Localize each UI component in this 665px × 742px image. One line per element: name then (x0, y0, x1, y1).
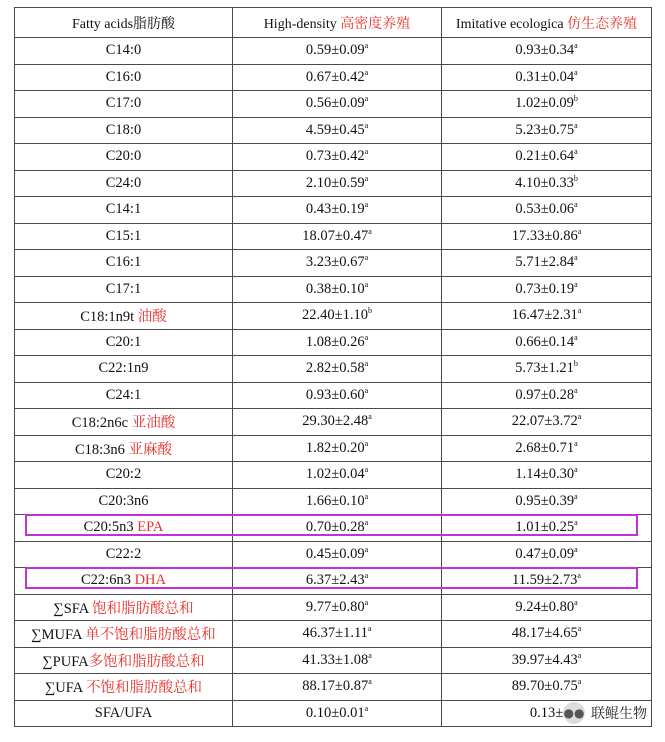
table-row (15, 621, 652, 648)
high-density-significance: b (367, 306, 372, 316)
fatty-acid-name: C20:5n3 (83, 519, 138, 536)
table-row (15, 409, 652, 436)
fatty-acid-name-cell (15, 594, 233, 621)
high-density-value: 1.66±0.10 (305, 492, 365, 509)
imitative-cell (442, 64, 652, 91)
watermark (563, 702, 647, 724)
fatty-acid-cn-name: 亚麻酸 (128, 441, 173, 458)
fatty-acid-name: C20:1 (105, 333, 142, 350)
high-density-value: 1.02±0.04 (305, 466, 365, 483)
high-density-value: 3.23±0.67 (305, 254, 365, 271)
table-row (15, 568, 652, 595)
fatty-acid-name-cell (15, 409, 233, 436)
imitative-cell (442, 144, 652, 171)
imitative-value: 1.01±0.25 (515, 519, 575, 536)
imitative-cell (442, 568, 652, 595)
high-density-cell (233, 409, 442, 436)
high-density-significance: a (364, 465, 369, 475)
table-row (15, 223, 652, 250)
high-density-value: 0.67±0.42 (305, 68, 365, 85)
table-body (15, 8, 652, 727)
high-density-cell (233, 541, 442, 568)
imitative-cell (442, 594, 652, 621)
high-density-value: 46.37±1.11 (302, 625, 368, 642)
fatty-acid-name: C22:2 (105, 545, 142, 562)
fatty-acid-name: ∑PUFA (42, 653, 89, 670)
imitative-cell (442, 117, 652, 144)
imitative-significance: a (577, 412, 582, 422)
imitative-significance: a (577, 226, 582, 236)
fatty-acid-name-cell (15, 170, 233, 197)
imitative-value: 17.33±0.86 (511, 227, 578, 244)
fatty-acid-name-cell (15, 382, 233, 409)
table-row (15, 303, 652, 330)
high-density-significance: a (364, 253, 369, 263)
high-density-value: 0.73±0.42 (305, 148, 365, 165)
fatty-acid-name-cell (15, 91, 233, 118)
imitative-cell (442, 197, 652, 224)
high-density-significance: a (367, 624, 372, 634)
imitative-value: 5.71±2.84 (515, 254, 575, 271)
high-density-value: 0.38±0.10 (305, 280, 365, 297)
table-row (15, 647, 652, 674)
high-density-value: 2.82±0.58 (305, 360, 365, 377)
imitative-cell (442, 382, 652, 409)
high-density-significance: a (364, 544, 369, 554)
fatty-acid-name-cell (15, 647, 233, 674)
imitative-cell (442, 462, 652, 489)
fatty-acid-name: C20:0 (105, 148, 142, 165)
fatty-acid-name-cell (15, 568, 233, 595)
table-row (15, 462, 652, 489)
table-row (15, 276, 652, 303)
imitative-significance: a (574, 41, 578, 51)
imitative-value: 0.73±0.19 (515, 280, 575, 297)
table-row (15, 488, 652, 515)
fatty-acid-name: C14:0 (105, 42, 142, 59)
imitative-significance: a (577, 571, 581, 581)
high-density-significance: a (368, 226, 372, 236)
fatty-acid-name: ∑MUFA (31, 627, 86, 644)
imitative-cell (442, 435, 652, 462)
fatty-acid-name: C16:0 (105, 68, 142, 85)
imitative-cell (442, 356, 652, 383)
imitative-significance: a (574, 597, 578, 607)
table-row (15, 674, 652, 701)
high-density-significance: a (364, 438, 369, 448)
high-density-significance: a (364, 147, 369, 157)
fatty-acid-name-cell (15, 462, 233, 489)
imitative-cell (442, 91, 652, 118)
high-density-cell (233, 64, 442, 91)
high-density-significance: a (364, 332, 369, 342)
imitative-cell (442, 409, 652, 436)
imitative-significance: b (573, 173, 578, 183)
imitative-cell (442, 515, 652, 542)
fatty-acid-name-cell (15, 64, 233, 91)
fatty-acid-name: C22:1n9 (98, 360, 149, 377)
high-density-significance: a (364, 200, 369, 210)
imitative-value: 2.68±0.71 (515, 439, 575, 456)
imitative-significance: b (573, 359, 578, 369)
fatty-acid-name-cell (15, 117, 233, 144)
fatty-acid-name: C14:1 (105, 201, 142, 218)
imitative-value: 0.31±0.04 (515, 68, 575, 85)
imitative-significance: a (574, 544, 578, 554)
fatty-acid-name: C24:0 (105, 174, 142, 191)
table-row (15, 117, 652, 144)
high-density-significance: a (364, 491, 369, 501)
fatty-acid-name: C16:1 (105, 254, 142, 271)
fatty-acid-cn-name: 饱和脂肪酸总和 (92, 600, 194, 617)
high-density-cell (233, 621, 442, 648)
fatty-acid-name-cell (15, 621, 233, 648)
table-row (15, 64, 652, 91)
imitative-significance: a (574, 67, 578, 77)
table-row (15, 170, 652, 197)
high-density-cell (233, 382, 442, 409)
header-imitative-ecological (442, 8, 652, 38)
high-density-value: 29.30±2.48 (302, 413, 369, 430)
imitative-value: 1.14±0.30 (515, 466, 575, 483)
table-row (15, 144, 652, 171)
fatty-acid-cn-name: DHA (134, 572, 166, 589)
imitative-value: 4.10±0.33 (515, 174, 574, 191)
high-density-cell (233, 594, 442, 621)
imitative-value: 0.53±0.06 (515, 201, 575, 218)
high-density-value: 0.45±0.09 (305, 545, 365, 562)
high-density-cell (233, 568, 442, 595)
imitative-value: 0.21±0.64 (515, 148, 575, 165)
high-density-value: 22.40±1.10 (302, 307, 368, 324)
high-density-cell (233, 356, 442, 383)
high-density-significance: a (364, 703, 369, 713)
imitative-cell (442, 329, 652, 356)
table-row (15, 91, 652, 118)
fatty-acid-name-cell (15, 303, 233, 330)
fatty-acid-name-cell (15, 515, 233, 542)
imitative-value: 39.97±4.43 (511, 651, 578, 668)
high-density-significance: a (364, 385, 369, 395)
high-density-cell (233, 223, 442, 250)
imitative-value: 11.59±2.73 (512, 572, 578, 589)
table-row (15, 250, 652, 277)
fatty-acid-cn-name: 单不饱和脂肪酸总和 (85, 627, 216, 644)
imitative-cell (442, 303, 652, 330)
fatty-acid-name: C18:2n6c (71, 415, 132, 432)
high-density-significance: a (364, 279, 369, 289)
high-density-value: 0.10±0.01 (305, 704, 365, 721)
imitative-significance: a (574, 465, 578, 475)
fatty-acid-name-cell (15, 250, 233, 277)
high-density-significance: a (364, 359, 369, 369)
imitative-significance: a (574, 279, 578, 289)
imitative-value: 0.13± (529, 704, 564, 721)
imitative-significance: a (577, 650, 582, 660)
table-row (15, 515, 652, 542)
table-row (15, 38, 652, 65)
imitative-value: 5.73±1.21 (515, 360, 574, 377)
high-density-value: 0.93±0.60 (305, 386, 365, 403)
imitative-significance: a (574, 200, 578, 210)
fatty-acid-name: C24:1 (105, 386, 142, 403)
imitative-cell (442, 250, 652, 277)
fatty-acid-name-cell (15, 700, 233, 727)
high-density-cell (233, 303, 442, 330)
fatty-acid-cn-name: 不饱和脂肪酸总和 (86, 680, 203, 697)
fatty-acid-name-cell (15, 276, 233, 303)
high-density-significance: a (364, 120, 369, 130)
table-row (15, 197, 652, 224)
imitative-cell (442, 223, 652, 250)
high-density-value: 6.37±2.43 (305, 572, 365, 589)
high-density-value: 1.82±0.20 (305, 439, 365, 456)
table-row (15, 541, 652, 568)
fatty-acid-name: ∑SFA (53, 600, 93, 617)
high-density-value: 9.77±0.80 (305, 598, 365, 615)
high-density-cell (233, 647, 442, 674)
high-density-value: 2.10±0.59 (305, 174, 365, 191)
fatty-acid-name: C17:0 (105, 95, 142, 112)
imitative-value: 5.23±0.75 (515, 121, 575, 138)
fatty-acid-name: C18:3n6 (74, 441, 129, 458)
imitative-significance: a (574, 491, 578, 501)
high-density-value: 4.59±0.45 (305, 121, 365, 138)
high-density-value: 0.70±0.28 (305, 519, 365, 536)
high-density-significance: a (368, 650, 372, 660)
high-density-value: 18.07±0.47 (302, 227, 369, 244)
fatty-acid-name-cell (15, 541, 233, 568)
high-density-value: 0.43±0.19 (305, 201, 365, 218)
imitative-significance: a (577, 306, 582, 316)
imitative-significance: a (574, 332, 578, 342)
fatty-acid-name-cell (15, 488, 233, 515)
high-density-value: 41.33±1.08 (302, 651, 369, 668)
header-fatty-acids-en: Fatty acids (71, 16, 134, 32)
imitative-value: 22.07±3.72 (511, 413, 578, 430)
imitative-significance: a (577, 677, 582, 687)
table-row (15, 435, 652, 462)
high-density-significance: a (364, 571, 369, 581)
fatty-acid-name-cell (15, 38, 233, 65)
imitative-cell (442, 621, 652, 648)
table-row (15, 329, 652, 356)
high-density-value: 1.08±0.26 (305, 333, 365, 350)
imitative-cell (442, 276, 652, 303)
imitative-cell (442, 488, 652, 515)
high-density-value: 0.59±0.09 (305, 42, 365, 59)
high-density-significance: a (364, 597, 369, 607)
imitative-value: 1.02±0.09 (515, 95, 574, 112)
fatty-acids-table (14, 7, 652, 727)
imitative-cell (442, 541, 652, 568)
header-imitative-en: Imitative ecologica (455, 16, 568, 32)
fatty-acid-name: SFA/UFA (94, 704, 153, 721)
fatty-acid-name-cell (15, 674, 233, 701)
fatty-acid-cn-name: 油酸 (137, 309, 167, 326)
watermark-text: 联鲲生物 (591, 706, 647, 722)
high-density-cell (233, 250, 442, 277)
header-high-density (233, 8, 442, 38)
high-density-significance: a (364, 67, 369, 77)
fatty-acid-name: C20:2 (105, 466, 142, 483)
fatty-acid-cn-name: EPA (137, 519, 164, 536)
high-density-significance: a (364, 94, 369, 104)
header-fatty-acids (15, 8, 233, 38)
fatty-acid-name: ∑UFA (44, 680, 87, 697)
high-density-cell (233, 170, 442, 197)
imitative-value: 0.93±0.34 (515, 42, 575, 59)
header-row (15, 8, 652, 38)
table-row (15, 356, 652, 383)
fatty-acid-name-cell (15, 144, 233, 171)
high-density-significance: a (364, 518, 369, 528)
table-row (15, 382, 652, 409)
fatty-acid-name: C18:1n9t (80, 309, 138, 326)
high-density-cell (233, 144, 442, 171)
high-density-value: 0.56±0.09 (305, 95, 365, 112)
fatty-acid-name-cell (15, 356, 233, 383)
high-density-value: 88.17±0.87 (302, 678, 369, 695)
high-density-significance: a (364, 41, 369, 51)
wechat-icon: ●● (563, 702, 585, 724)
imitative-value: 0.97±0.28 (515, 386, 575, 403)
header-high-density-en: High-density (263, 16, 341, 32)
table-row (15, 594, 652, 621)
fatty-acid-name: C22:6n3 (81, 572, 135, 589)
header-high-density-cn: 高密度养殖 (340, 16, 411, 32)
high-density-cell (233, 276, 442, 303)
imitative-value: 16.47±2.31 (511, 307, 578, 324)
fatty-acid-name: C17:1 (105, 280, 142, 297)
imitative-value: 0.47±0.09 (515, 545, 575, 562)
high-density-cell (233, 329, 442, 356)
imitative-significance: a (574, 438, 578, 448)
fatty-acid-name-cell (15, 435, 233, 462)
high-density-cell (233, 91, 442, 118)
imitative-value: 0.66±0.14 (515, 333, 575, 350)
high-density-cell (233, 197, 442, 224)
imitative-significance: b (573, 94, 578, 104)
imitative-significance: a (574, 518, 578, 528)
high-density-significance: a (364, 173, 369, 183)
imitative-value: 9.24±0.80 (515, 598, 575, 615)
imitative-significance: a (574, 147, 578, 157)
high-density-significance: a (368, 677, 372, 687)
high-density-cell (233, 674, 442, 701)
fatty-acid-name-cell (15, 223, 233, 250)
imitative-cell (442, 38, 652, 65)
fatty-acid-name: C15:1 (105, 227, 142, 244)
high-density-cell (233, 515, 442, 542)
imitative-significance: a (577, 624, 582, 634)
imitative-value: 89.70±0.75 (511, 678, 578, 695)
header-imitative-cn: 仿生态养殖 (567, 16, 638, 32)
header-fatty-acids-cn: 脂肪酸 (133, 16, 176, 32)
imitative-value: 48.17±4.65 (511, 625, 578, 642)
high-density-cell (233, 38, 442, 65)
high-density-cell (233, 117, 442, 144)
imitative-cell (442, 647, 652, 674)
fatty-acid-name: C20:3n6 (98, 492, 149, 509)
imitative-cell (442, 170, 652, 197)
high-density-cell (233, 488, 442, 515)
imitative-significance: a (574, 120, 578, 130)
fatty-acid-cn-name: 亚油酸 (131, 415, 176, 432)
imitative-cell (442, 674, 652, 701)
fatty-acid-cn-name: 多饱和脂肪酸总和 (88, 653, 205, 670)
imitative-significance: a (574, 253, 578, 263)
fatty-acid-name-cell (15, 329, 233, 356)
high-density-cell (233, 462, 442, 489)
high-density-cell (233, 700, 442, 727)
fatty-acid-name: C18:0 (105, 121, 142, 138)
high-density-cell (233, 435, 442, 462)
high-density-significance: a (368, 412, 372, 422)
fatty-acid-name-cell (15, 197, 233, 224)
table-row (15, 700, 652, 727)
imitative-significance: a (574, 385, 578, 395)
imitative-value: 0.95±0.39 (515, 492, 575, 509)
